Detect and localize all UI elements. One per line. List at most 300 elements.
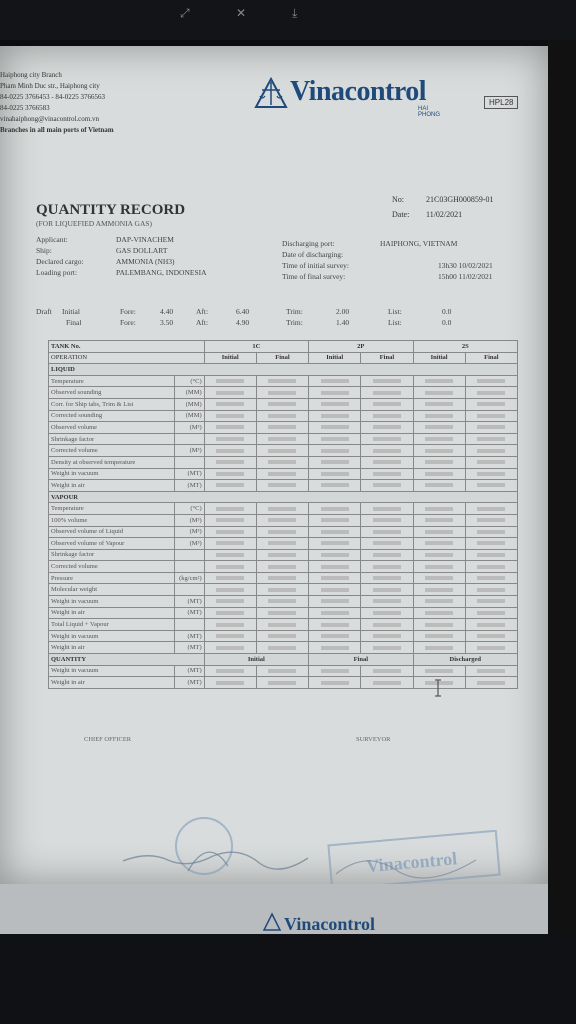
draft-label: Draft xyxy=(36,307,52,316)
table-row xyxy=(49,410,518,422)
row-label: Corrected volume xyxy=(49,561,175,573)
blurred-value-cell xyxy=(361,468,413,480)
table-row xyxy=(49,387,518,399)
blurred-value-cell xyxy=(309,503,361,515)
blurred-value-cell xyxy=(465,480,517,492)
illegible-value xyxy=(321,599,349,603)
blurred-value-cell xyxy=(309,375,361,387)
illegible-value xyxy=(477,669,505,673)
illegible-value xyxy=(268,530,296,534)
blurred-value-cell xyxy=(361,480,413,492)
address-line: Pham Minh Duc str., Haiphong city xyxy=(0,82,100,90)
illegible-value xyxy=(477,634,505,638)
blurred-value-cell xyxy=(413,607,465,619)
illegible-value xyxy=(425,518,453,522)
illegible-value xyxy=(373,483,401,487)
close-icon[interactable]: ✕ xyxy=(236,6,247,20)
table-row xyxy=(49,572,518,584)
address-line: Branches in all main ports of Vietnam xyxy=(0,126,114,134)
section-label: VAPOUR xyxy=(49,491,518,503)
tank-no-header: TANK No. xyxy=(49,341,205,353)
illegible-value xyxy=(268,379,296,383)
blurred-value-cell xyxy=(465,607,517,619)
vinacontrol-stamp xyxy=(326,830,502,884)
blurred-value-cell xyxy=(413,584,465,596)
row-label: Weight in air xyxy=(49,642,175,654)
info-value: 13h30 10/02/2021 xyxy=(438,261,493,270)
section-row xyxy=(49,491,518,503)
illegible-value xyxy=(268,507,296,511)
illegible-value xyxy=(216,541,244,545)
illegible-value xyxy=(477,483,505,487)
device-bottom-bezel xyxy=(0,934,576,1024)
info-label: Declared cargo: xyxy=(36,257,84,266)
blurred-value-cell xyxy=(361,677,413,689)
illegible-value xyxy=(477,391,505,395)
operation-header: OPERATION xyxy=(49,352,205,364)
illegible-value xyxy=(425,414,453,418)
row-unit xyxy=(174,584,204,596)
row-unit: (kg/cm²) xyxy=(174,572,204,584)
blurred-value-cell xyxy=(361,549,413,561)
table-row xyxy=(49,677,518,689)
illegible-value xyxy=(477,402,505,406)
blurred-value-cell xyxy=(256,398,308,410)
blurred-value-cell xyxy=(361,422,413,434)
blurred-value-cell xyxy=(204,503,256,515)
illegible-value xyxy=(268,472,296,476)
illegible-value xyxy=(373,646,401,650)
row-label: Total Liquid + Vapour xyxy=(49,619,175,631)
blurred-value-cell xyxy=(361,398,413,410)
initial-header: Initial xyxy=(413,352,465,364)
illegible-value xyxy=(425,460,453,464)
draft-block xyxy=(36,306,526,328)
illegible-value xyxy=(321,460,349,464)
aft-initial-value: 6.40 xyxy=(236,307,250,316)
blurred-value-cell xyxy=(309,630,361,642)
blurred-value-cell xyxy=(309,514,361,526)
row-label: Shrinkage factor xyxy=(49,549,175,561)
illegible-value xyxy=(425,599,453,603)
illegible-value xyxy=(268,623,296,627)
date-label: Date: xyxy=(392,210,410,219)
illegible-value xyxy=(477,379,505,383)
blurred-value-cell xyxy=(256,538,308,550)
address-line: 84-0225 3766453 - 84-0225 3766563 xyxy=(0,93,105,101)
illegible-value xyxy=(216,611,244,615)
blurred-value-cell xyxy=(361,375,413,387)
illegible-value xyxy=(268,541,296,545)
blurred-value-cell xyxy=(204,630,256,642)
row-label: Shrinkage factor xyxy=(49,433,175,445)
blurred-value-cell xyxy=(465,665,517,677)
row-label: Corrected sounding xyxy=(49,410,175,422)
illegible-value xyxy=(216,460,244,464)
row-unit: (MT) xyxy=(174,665,204,677)
tank-header: 1C xyxy=(204,341,308,353)
blurred-value-cell xyxy=(309,607,361,619)
list-label: List: xyxy=(388,318,402,327)
illegible-value xyxy=(321,634,349,638)
blurred-value-cell xyxy=(309,619,361,631)
row-label: Weight in air xyxy=(49,677,175,689)
illegible-value xyxy=(373,588,401,592)
row-label: Weight in vacuum xyxy=(49,630,175,642)
next-page-preview xyxy=(0,884,548,934)
blurred-value-cell xyxy=(361,526,413,538)
blurred-value-cell xyxy=(413,375,465,387)
illegible-value xyxy=(216,391,244,395)
illegible-value xyxy=(373,623,401,627)
illegible-value xyxy=(321,518,349,522)
blurred-value-cell xyxy=(465,538,517,550)
blurred-value-cell xyxy=(361,514,413,526)
illegible-value xyxy=(425,425,453,429)
blurred-value-cell xyxy=(413,665,465,677)
illegible-value xyxy=(477,611,505,615)
row-label: 100% volume xyxy=(49,514,175,526)
blurred-value-cell xyxy=(465,526,517,538)
row-unit: (M³) xyxy=(174,514,204,526)
signature-stamp-left xyxy=(118,816,318,884)
blurred-value-cell xyxy=(361,572,413,584)
blurred-value-cell xyxy=(204,561,256,573)
illegible-value xyxy=(425,553,453,557)
blurred-value-cell xyxy=(309,445,361,457)
row-unit xyxy=(174,619,204,631)
blurred-value-cell xyxy=(361,584,413,596)
illegible-value xyxy=(321,437,349,441)
blurred-value-cell xyxy=(361,596,413,608)
row-unit: (MT) xyxy=(174,642,204,654)
svg-text:Vinacontrol: Vinacontrol xyxy=(365,848,458,877)
quantity-col-header: Discharged xyxy=(413,654,517,666)
blurred-value-cell xyxy=(465,584,517,596)
table-row xyxy=(49,584,518,596)
blurred-value-cell xyxy=(465,375,517,387)
illegible-value xyxy=(216,414,244,418)
illegible-value xyxy=(425,449,453,453)
address-line: Haiphong city Branch xyxy=(0,71,62,79)
blurred-value-cell xyxy=(361,607,413,619)
info-label: Applicant: xyxy=(36,235,68,244)
blurred-value-cell xyxy=(204,584,256,596)
final-header: Final xyxy=(256,352,308,364)
blurred-value-cell xyxy=(413,630,465,642)
illegible-value xyxy=(268,402,296,406)
illegible-value xyxy=(268,669,296,673)
illegible-value xyxy=(425,588,453,592)
blurred-value-cell xyxy=(204,468,256,480)
table-row xyxy=(49,503,518,515)
blurred-value-cell xyxy=(465,387,517,399)
section-row xyxy=(49,364,518,376)
illegible-value xyxy=(216,437,244,441)
illegible-value xyxy=(373,599,401,603)
blurred-value-cell xyxy=(413,398,465,410)
blurred-value-cell xyxy=(309,642,361,654)
quantity-header-row xyxy=(49,654,518,666)
row-label: Observed volume xyxy=(49,422,175,434)
blurred-value-cell xyxy=(204,677,256,689)
blurred-value-cell xyxy=(413,596,465,608)
illegible-value xyxy=(268,425,296,429)
blurred-value-cell xyxy=(256,468,308,480)
blurred-value-cell xyxy=(256,456,308,468)
illegible-value xyxy=(373,472,401,476)
form-code: HPL28 xyxy=(484,96,518,109)
row-unit: (M³) xyxy=(174,538,204,550)
illegible-value xyxy=(321,507,349,511)
row-unit xyxy=(174,549,204,561)
illegible-value xyxy=(477,518,505,522)
blurred-value-cell xyxy=(309,422,361,434)
fore-label: Fore: xyxy=(120,318,136,327)
illegible-value xyxy=(425,483,453,487)
blurred-value-cell xyxy=(309,572,361,584)
section-label: QUANTITY xyxy=(49,654,205,666)
trim-final-value: 1.40 xyxy=(336,318,350,327)
illegible-value xyxy=(216,599,244,603)
illegible-value xyxy=(216,483,244,487)
illegible-value xyxy=(425,402,453,406)
illegible-value xyxy=(268,634,296,638)
blurred-value-cell xyxy=(204,607,256,619)
illegible-value xyxy=(373,681,401,685)
quantity-col-header: Initial xyxy=(204,654,308,666)
blurred-value-cell xyxy=(256,375,308,387)
illegible-value xyxy=(477,460,505,464)
illegible-value xyxy=(373,553,401,557)
table-row xyxy=(49,468,518,480)
final-header: Final xyxy=(361,352,413,364)
illegible-value xyxy=(321,541,349,545)
address-line: 84-0225 3766583 xyxy=(0,104,50,112)
illegible-value xyxy=(216,402,244,406)
illegible-value xyxy=(477,588,505,592)
initial-header: Initial xyxy=(309,352,361,364)
illegible-value xyxy=(321,588,349,592)
illegible-value xyxy=(268,599,296,603)
date-value: 11/02/2021 xyxy=(426,210,463,219)
blurred-value-cell xyxy=(204,572,256,584)
blurred-value-cell xyxy=(361,503,413,515)
illegible-value xyxy=(477,541,505,545)
illegible-value xyxy=(477,530,505,534)
illegible-value xyxy=(216,530,244,534)
final-header: Final xyxy=(465,352,517,364)
illegible-value xyxy=(321,681,349,685)
list-label: List: xyxy=(388,307,402,316)
fore-final-value: 3.50 xyxy=(160,318,174,327)
illegible-value xyxy=(477,576,505,580)
blurred-value-cell xyxy=(309,538,361,550)
illegible-value xyxy=(425,646,453,650)
illegible-value xyxy=(216,681,244,685)
fore-initial-value: 4.40 xyxy=(160,307,174,316)
illegible-value xyxy=(216,449,244,453)
blurred-value-cell xyxy=(361,630,413,642)
brand-subtitle: HAI PHONG xyxy=(418,106,441,118)
illegible-value xyxy=(321,611,349,615)
illegible-value xyxy=(321,646,349,650)
scales-logo-icon xyxy=(262,912,282,932)
table-row xyxy=(49,445,518,457)
signature-label-right: SURVEYOR xyxy=(356,736,391,743)
blurred-value-cell xyxy=(309,468,361,480)
illegible-value xyxy=(477,414,505,418)
illegible-value xyxy=(373,611,401,615)
fore-label: Fore: xyxy=(120,307,136,316)
row-label: Molecular weight xyxy=(49,584,175,596)
address-line: vinahaiphong@vinacontrol.com.vn xyxy=(0,115,99,123)
table-row xyxy=(49,607,518,619)
quantity-col-header: Final xyxy=(309,654,413,666)
blurred-value-cell xyxy=(204,549,256,561)
row-unit: (°C) xyxy=(174,503,204,515)
table-row xyxy=(49,433,518,445)
blurred-value-cell xyxy=(204,387,256,399)
illegible-value xyxy=(373,530,401,534)
blurred-value-cell xyxy=(256,619,308,631)
blurred-value-cell xyxy=(256,607,308,619)
illegible-value xyxy=(321,414,349,418)
aft-final-value: 4.90 xyxy=(236,318,250,327)
blurred-value-cell xyxy=(361,642,413,654)
blurred-value-cell xyxy=(256,433,308,445)
row-unit: (MM) xyxy=(174,410,204,422)
info-value: GAS DOLLART xyxy=(116,246,168,255)
tank-header: 2S xyxy=(413,341,517,353)
illegible-value xyxy=(216,507,244,511)
row-unit: (°C) xyxy=(174,375,204,387)
row-label: Density at observed temperature xyxy=(49,456,175,468)
no-label: No: xyxy=(392,195,404,204)
blurred-value-cell xyxy=(465,410,517,422)
illegible-value xyxy=(268,414,296,418)
aft-label: Aft: xyxy=(196,318,209,327)
row-label: Pressure xyxy=(49,572,175,584)
info-label: Time of initial survey: xyxy=(282,261,350,270)
info-right xyxy=(282,238,532,282)
illegible-value xyxy=(373,460,401,464)
table-row xyxy=(49,514,518,526)
illegible-value xyxy=(321,472,349,476)
illegible-value xyxy=(268,483,296,487)
blurred-value-cell xyxy=(256,514,308,526)
info-value: PALEMBANG, INDONESIA xyxy=(116,268,207,277)
illegible-value xyxy=(216,623,244,627)
blurred-value-cell xyxy=(204,619,256,631)
illegible-value xyxy=(216,553,244,557)
quantity-table xyxy=(48,340,518,689)
illegible-value xyxy=(425,565,453,569)
expand-icon[interactable]: ⤢ xyxy=(180,6,190,20)
illegible-value xyxy=(268,553,296,557)
info-left xyxy=(36,234,266,278)
draft-final-label: Final xyxy=(66,318,82,327)
illegible-value xyxy=(216,472,244,476)
blurred-value-cell xyxy=(465,503,517,515)
illegible-value xyxy=(268,449,296,453)
blurred-value-cell xyxy=(413,468,465,480)
illegible-value xyxy=(321,402,349,406)
illegible-value xyxy=(477,437,505,441)
row-unit: (MT) xyxy=(174,607,204,619)
trim-label: Trim: xyxy=(286,318,303,327)
illegible-value xyxy=(373,576,401,580)
illegible-value xyxy=(477,449,505,453)
illegible-value xyxy=(425,379,453,383)
blurred-value-cell xyxy=(361,445,413,457)
blurred-value-cell xyxy=(361,619,413,631)
illegible-value xyxy=(268,576,296,580)
table-row xyxy=(49,398,518,410)
blurred-value-cell xyxy=(413,572,465,584)
row-unit: (MM) xyxy=(174,398,204,410)
illegible-value xyxy=(373,379,401,383)
table-row xyxy=(49,480,518,492)
row-label: Observed volume of Liquid xyxy=(49,526,175,538)
download-icon[interactable]: ⤓ xyxy=(292,6,298,20)
row-unit xyxy=(174,456,204,468)
illegible-value xyxy=(321,391,349,395)
list-initial-value: 0.0 xyxy=(442,307,452,316)
blurred-value-cell xyxy=(465,468,517,480)
blurred-value-cell xyxy=(413,561,465,573)
illegible-value xyxy=(216,518,244,522)
blurred-value-cell xyxy=(204,526,256,538)
blurred-value-cell xyxy=(204,642,256,654)
illegible-value xyxy=(321,379,349,383)
tank-header: 2P xyxy=(309,341,413,353)
blurred-value-cell xyxy=(361,561,413,573)
blurred-value-cell xyxy=(204,480,256,492)
blurred-value-cell xyxy=(465,619,517,631)
screen-bezel xyxy=(548,40,576,940)
blurred-value-cell xyxy=(465,514,517,526)
blurred-value-cell xyxy=(413,619,465,631)
blurred-value-cell xyxy=(413,503,465,515)
row-label: Observed sounding xyxy=(49,387,175,399)
device-status-bar xyxy=(0,0,576,40)
illegible-value xyxy=(216,634,244,638)
row-label: Corrected volume xyxy=(49,445,175,457)
row-unit: (M³) xyxy=(174,445,204,457)
row-label: Weight in vacuum xyxy=(49,596,175,608)
blurred-value-cell xyxy=(465,445,517,457)
blurred-value-cell xyxy=(465,561,517,573)
info-value: AMMONIA (NH3) xyxy=(116,257,175,266)
blurred-value-cell xyxy=(204,596,256,608)
list-final-value: 0.0 xyxy=(442,318,452,327)
blurred-value-cell xyxy=(413,514,465,526)
blurred-value-cell xyxy=(309,561,361,573)
illegible-value xyxy=(425,623,453,627)
illegible-value xyxy=(373,634,401,638)
blurred-value-cell xyxy=(204,456,256,468)
illegible-value xyxy=(321,425,349,429)
document-viewer[interactable] xyxy=(0,46,548,884)
scales-logo-icon xyxy=(254,76,288,110)
row-unit: (MT) xyxy=(174,480,204,492)
illegible-value xyxy=(373,507,401,511)
illegible-value xyxy=(425,611,453,615)
illegible-value xyxy=(477,646,505,650)
row-label: Weight in air xyxy=(49,607,175,619)
blurred-value-cell xyxy=(204,422,256,434)
